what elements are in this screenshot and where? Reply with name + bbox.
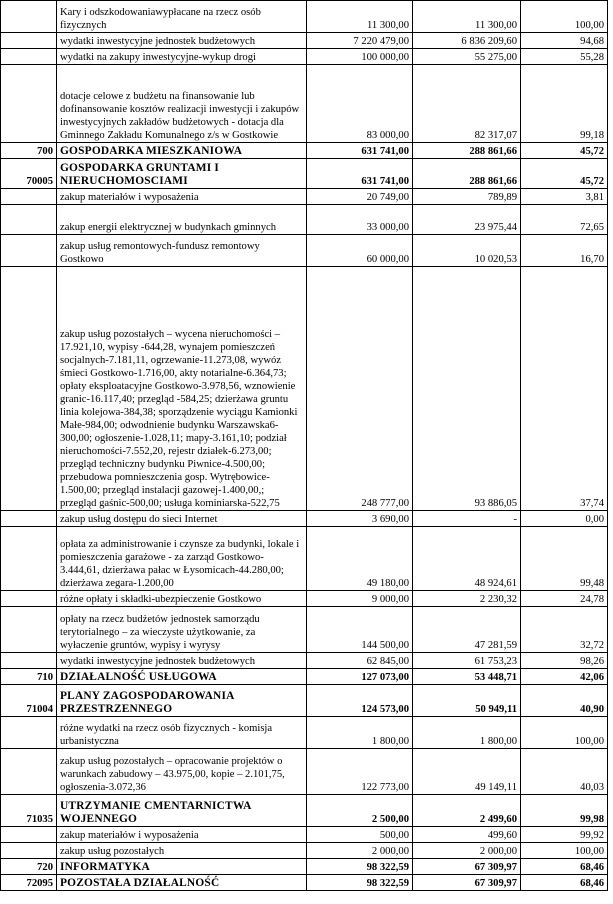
plan-amount-cell: 3 690,00	[307, 511, 413, 527]
executed-amount-cell: -	[413, 511, 521, 527]
executed-amount-cell: 67 309,97	[413, 875, 521, 891]
execution-percent-cell: 68,46	[521, 859, 608, 875]
plan-amount-cell: 7 220 479,00	[307, 33, 413, 49]
executed-amount-cell: 47 281,59	[413, 607, 521, 653]
execution-percent-cell: 16,70	[521, 235, 608, 267]
execution-percent-cell: 0,00	[521, 511, 608, 527]
description-cell: zakup usług dostępu do sieci Internet	[57, 511, 307, 527]
description-cell: różne opłaty i składki-ubezpieczenie Gostkowo	[57, 591, 307, 607]
executed-amount-cell: 50 949,11	[413, 685, 521, 717]
plan-amount-cell: 98 322,59	[307, 875, 413, 891]
classification-code-cell	[1, 267, 57, 511]
table-row	[1, 143, 608, 159]
executed-amount-cell: 6 836 209,60	[413, 33, 521, 49]
description-cell: wydatki inwestycyjne jednostek budżetowych	[57, 653, 307, 669]
classification-code-cell	[1, 827, 57, 843]
table-row	[1, 607, 608, 653]
plan-amount-cell: 98 322,59	[307, 859, 413, 875]
classification-code-cell: 71004	[1, 685, 57, 717]
classification-code-cell	[1, 653, 57, 669]
description-cell: zakup usług pozostałych	[57, 843, 307, 859]
classification-code-cell	[1, 717, 57, 749]
execution-percent-cell: 99,92	[521, 827, 608, 843]
plan-amount-cell: 631 741,00	[307, 159, 413, 189]
table-row	[1, 795, 608, 827]
classification-code-cell	[1, 749, 57, 795]
execution-percent-cell: 45,72	[521, 143, 608, 159]
executed-amount-cell: 288 861,66	[413, 143, 521, 159]
table-row	[1, 159, 608, 189]
executed-amount-cell: 48 924,61	[413, 527, 521, 591]
classification-code-cell	[1, 33, 57, 49]
description-cell: GOSPODARKA MIESZKANIOWA	[57, 143, 307, 159]
description-cell: zakup energii elektrycznej w budynkach gminnych	[57, 205, 307, 235]
table-row	[1, 49, 608, 65]
table-body	[1, 1, 608, 891]
table-row	[1, 669, 608, 685]
execution-percent-cell: 99,98	[521, 795, 608, 827]
description-cell: INFORMATYKA	[57, 859, 307, 875]
executed-amount-cell: 789,89	[413, 189, 521, 205]
execution-percent-cell: 68,46	[521, 875, 608, 891]
execution-percent-cell: 45,72	[521, 159, 608, 189]
table-row	[1, 843, 608, 859]
table-row	[1, 685, 608, 717]
classification-code-cell	[1, 607, 57, 653]
plan-amount-cell: 122 773,00	[307, 749, 413, 795]
table-row	[1, 267, 608, 511]
description-cell: zakup usług pozostałych – opracowanie projektów o warunkach zabudowy – 43.975,00, kopie – 2.101,75, ogłoszenia-3.072,36	[57, 749, 307, 795]
table-row	[1, 65, 608, 143]
plan-amount-cell: 100 000,00	[307, 49, 413, 65]
executed-amount-cell: 67 309,97	[413, 859, 521, 875]
plan-amount-cell: 20 749,00	[307, 189, 413, 205]
executed-amount-cell: 61 753,23	[413, 653, 521, 669]
execution-percent-cell: 99,18	[521, 65, 608, 143]
executed-amount-cell: 2 230,32	[413, 591, 521, 607]
classification-code-cell	[1, 65, 57, 143]
table-row	[1, 33, 608, 49]
classification-code-cell: 71035	[1, 795, 57, 827]
classification-code-cell	[1, 205, 57, 235]
table-row	[1, 527, 608, 591]
description-cell: zakup usług pozostałych – wycena nieruchomości – 17.921,10, wypisy -644,28, wynajem pomieszczeń socjalnych-7.181,11, ogrzewanie-11.273,08, wywóz śmieci Gostkowo-1.716,00, akty notarialne-6.364,73; opłaty eksploatacyjne Gostkowo-3.978,56, wznowienie granic-16.117,40; przegląd -584,25; dzierżawa gruntu linia kolejowa-384,38; sporządzenie wyciągu Kamionki Małe-984,00; odwodnienie budynku Warszawska6-300,00; ogłoszenie-1.028,11; mapy-3.161,10; podział nieruchomości-7.552,20, rejestr działek-6.273,00; przegląd techniczny budynku Piwnice-4.500,00; przebudowa pomnieszczenia gosp. Wytrębowice-1.500,00; przegląd instalacji gazowej-1.400,00,; przegląd gaśnic-500,00; usługa kominiarska-522,75	[57, 267, 307, 511]
plan-amount-cell: 124 573,00	[307, 685, 413, 717]
classification-code-cell: 70005	[1, 159, 57, 189]
description-cell: UTRZYMANIE CMENTARNICTWA WOJENNEGO	[57, 795, 307, 827]
execution-percent-cell: 98,26	[521, 653, 608, 669]
description-cell: zakup materiałów i wyposażenia	[57, 189, 307, 205]
description-cell: wydatki inwestycyjne jednostek budżetowych	[57, 33, 307, 49]
classification-code-cell	[1, 843, 57, 859]
plan-amount-cell: 2 000,00	[307, 843, 413, 859]
table-row	[1, 205, 608, 235]
plan-amount-cell: 62 845,00	[307, 653, 413, 669]
execution-percent-cell: 40,90	[521, 685, 608, 717]
execution-percent-cell: 24,78	[521, 591, 608, 607]
execution-percent-cell: 72,65	[521, 205, 608, 235]
description-cell: zakup usług remontowych-fundusz remontowy Gostkowo	[57, 235, 307, 267]
classification-code-cell: 72095	[1, 875, 57, 891]
execution-percent-cell: 100,00	[521, 717, 608, 749]
table-row	[1, 511, 608, 527]
classification-code-cell: 710	[1, 669, 57, 685]
table-row	[1, 827, 608, 843]
classification-code-cell	[1, 49, 57, 65]
plan-amount-cell: 33 000,00	[307, 205, 413, 235]
executed-amount-cell: 288 861,66	[413, 159, 521, 189]
classification-code-cell: 700	[1, 143, 57, 159]
description-cell: GOSPODARKA GRUNTAMI I NIERUCHOMOSCIAMI	[57, 159, 307, 189]
description-cell: wydatki na zakupy inwestycyjne-wykup drogi	[57, 49, 307, 65]
executed-amount-cell: 499,60	[413, 827, 521, 843]
table-row	[1, 235, 608, 267]
execution-percent-cell: 40,03	[521, 749, 608, 795]
classification-code-cell	[1, 1, 57, 33]
description-cell: zakup materiałów i wyposażenia	[57, 827, 307, 843]
description-cell: DZIAŁALNOŚĆ USŁUGOWA	[57, 669, 307, 685]
execution-percent-cell: 100,00	[521, 1, 608, 33]
executed-amount-cell: 49 149,11	[413, 749, 521, 795]
description-cell: dotacje celowe z budżetu na finansowanie lub dofinansowanie kosztów realizacji inwestycji i zakupów inwestycyjnych zakładów budżetowych - dotacja dla Gminnego Zakładu Komunalnego z/s w Gostkowie	[57, 65, 307, 143]
table-row	[1, 1, 608, 33]
table-row	[1, 875, 608, 891]
classification-code-cell	[1, 591, 57, 607]
executed-amount-cell: 1 800,00	[413, 717, 521, 749]
plan-amount-cell: 500,00	[307, 827, 413, 843]
executed-amount-cell: 53 448,71	[413, 669, 521, 685]
plan-amount-cell: 127 073,00	[307, 669, 413, 685]
execution-percent-cell: 55,28	[521, 49, 608, 65]
plan-amount-cell: 49 180,00	[307, 527, 413, 591]
execution-percent-cell: 94,68	[521, 33, 608, 49]
plan-amount-cell: 11 300,00	[307, 1, 413, 33]
table-row	[1, 749, 608, 795]
executed-amount-cell: 93 886,05	[413, 267, 521, 511]
execution-percent-cell: 3,81	[521, 189, 608, 205]
description-cell: opłaty na rzecz budżetów jednostek samorządu terytorialnego – za wieczyste użytkowanie, za wyłaczenie gruntów, wypisy i wyrysy	[57, 607, 307, 653]
execution-percent-cell: 100,00	[521, 843, 608, 859]
table-row	[1, 717, 608, 749]
execution-percent-cell: 42,06	[521, 669, 608, 685]
plan-amount-cell: 631 741,00	[307, 143, 413, 159]
plan-amount-cell: 83 000,00	[307, 65, 413, 143]
plan-amount-cell: 2 500,00	[307, 795, 413, 827]
executed-amount-cell: 11 300,00	[413, 1, 521, 33]
executed-amount-cell: 2 499,60	[413, 795, 521, 827]
table-row	[1, 189, 608, 205]
plan-amount-cell: 144 500,00	[307, 607, 413, 653]
executed-amount-cell: 82 317,07	[413, 65, 521, 143]
classification-code-cell: 720	[1, 859, 57, 875]
description-cell: PLANY ZAGOSPODAROWANIA PRZESTRZENNEGO	[57, 685, 307, 717]
execution-percent-cell: 99,48	[521, 527, 608, 591]
classification-code-cell	[1, 235, 57, 267]
plan-amount-cell: 60 000,00	[307, 235, 413, 267]
table-row	[1, 859, 608, 875]
classification-code-cell	[1, 189, 57, 205]
description-cell: różne wydatki na rzecz osób fizycznych - komisja urbanistyczna	[57, 717, 307, 749]
description-cell: POZOSTAŁA DZIAŁALNOŚĆ	[57, 875, 307, 891]
execution-percent-cell: 32,72	[521, 607, 608, 653]
table-row	[1, 653, 608, 669]
executed-amount-cell: 10 020,53	[413, 235, 521, 267]
description-cell: Kary i odszkodowaniawypłacane na rzecz osób fizycznych	[57, 1, 307, 33]
executed-amount-cell: 2 000,00	[413, 843, 521, 859]
plan-amount-cell: 1 800,00	[307, 717, 413, 749]
execution-percent-cell: 37,74	[521, 267, 608, 511]
plan-amount-cell: 248 777,00	[307, 267, 413, 511]
executed-amount-cell: 55 275,00	[413, 49, 521, 65]
description-cell: opłata za administrowanie i czynsze za budynki, lokale i pomieszczenia garażowe - za zarząd Gostkowo-3.444,61, dzierżawa pałac w Łysomicach-44.280,00; dzierżawa zegara-1.200,00	[57, 527, 307, 591]
plan-amount-cell: 9 000,00	[307, 591, 413, 607]
table-row	[1, 591, 608, 607]
classification-code-cell	[1, 511, 57, 527]
executed-amount-cell: 23 975,44	[413, 205, 521, 235]
classification-code-cell	[1, 527, 57, 591]
